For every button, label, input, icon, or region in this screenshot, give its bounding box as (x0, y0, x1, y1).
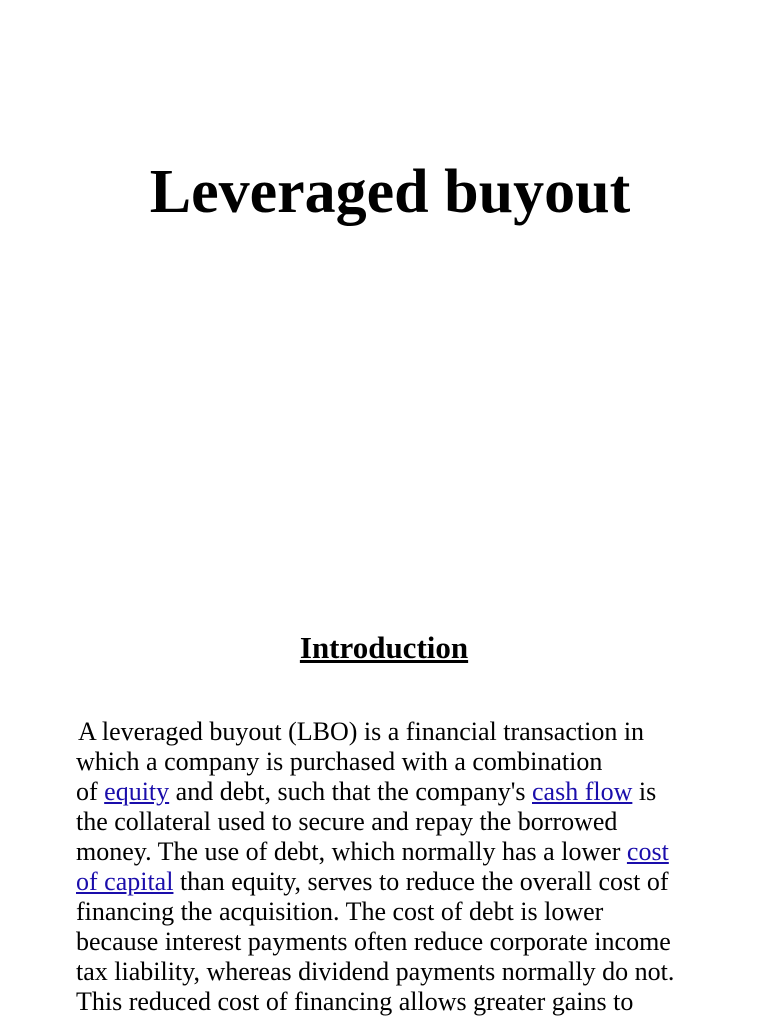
link-of-capital[interactable]: of capital (76, 867, 174, 896)
text-segment: because interest payments often reduce corporate income (76, 927, 671, 956)
paragraph-line (76, 987, 726, 1017)
paragraph-line (76, 927, 726, 957)
paragraph-line (76, 777, 726, 807)
paragraph-line (76, 807, 726, 837)
link-equity[interactable]: equity (104, 777, 170, 806)
text-segment: money. The use of debt, which normally has a lower (76, 837, 627, 866)
text-segment: than equity, serves to reduce the overall cost of (173, 867, 669, 896)
text-segment: which a company is purchased with a combination (76, 747, 603, 776)
paragraph-line (76, 747, 726, 777)
text-segment: the collateral used to secure and repay the borrowed (76, 807, 618, 836)
link-cash-flow[interactable]: cash flow (532, 777, 633, 806)
text-segment: A leveraged buyout (LBO) is a financial transaction in (78, 717, 645, 746)
link-cost[interactable]: cost (626, 837, 669, 866)
paragraph-line (76, 717, 726, 747)
paragraph-line (76, 957, 726, 987)
text-segment: and debt, such that the company's (169, 777, 532, 806)
text-segment: of (76, 777, 105, 806)
text-segment: tax liability, whereas dividend payments normally do not. (76, 957, 675, 986)
page-title: Leveraged buyout (149, 158, 631, 226)
intro-paragraph (76, 717, 726, 1017)
text-segment: is (632, 777, 657, 806)
paragraph-line (76, 837, 726, 867)
paragraph-line (76, 867, 726, 897)
paragraph-line (76, 897, 726, 927)
text-segment: financing the acquisition. The cost of debt is lower (76, 897, 604, 926)
section-heading-introduction: Introduction (299, 630, 469, 665)
text-segment: This reduced cost of financing allows greater gains to (76, 987, 634, 1016)
